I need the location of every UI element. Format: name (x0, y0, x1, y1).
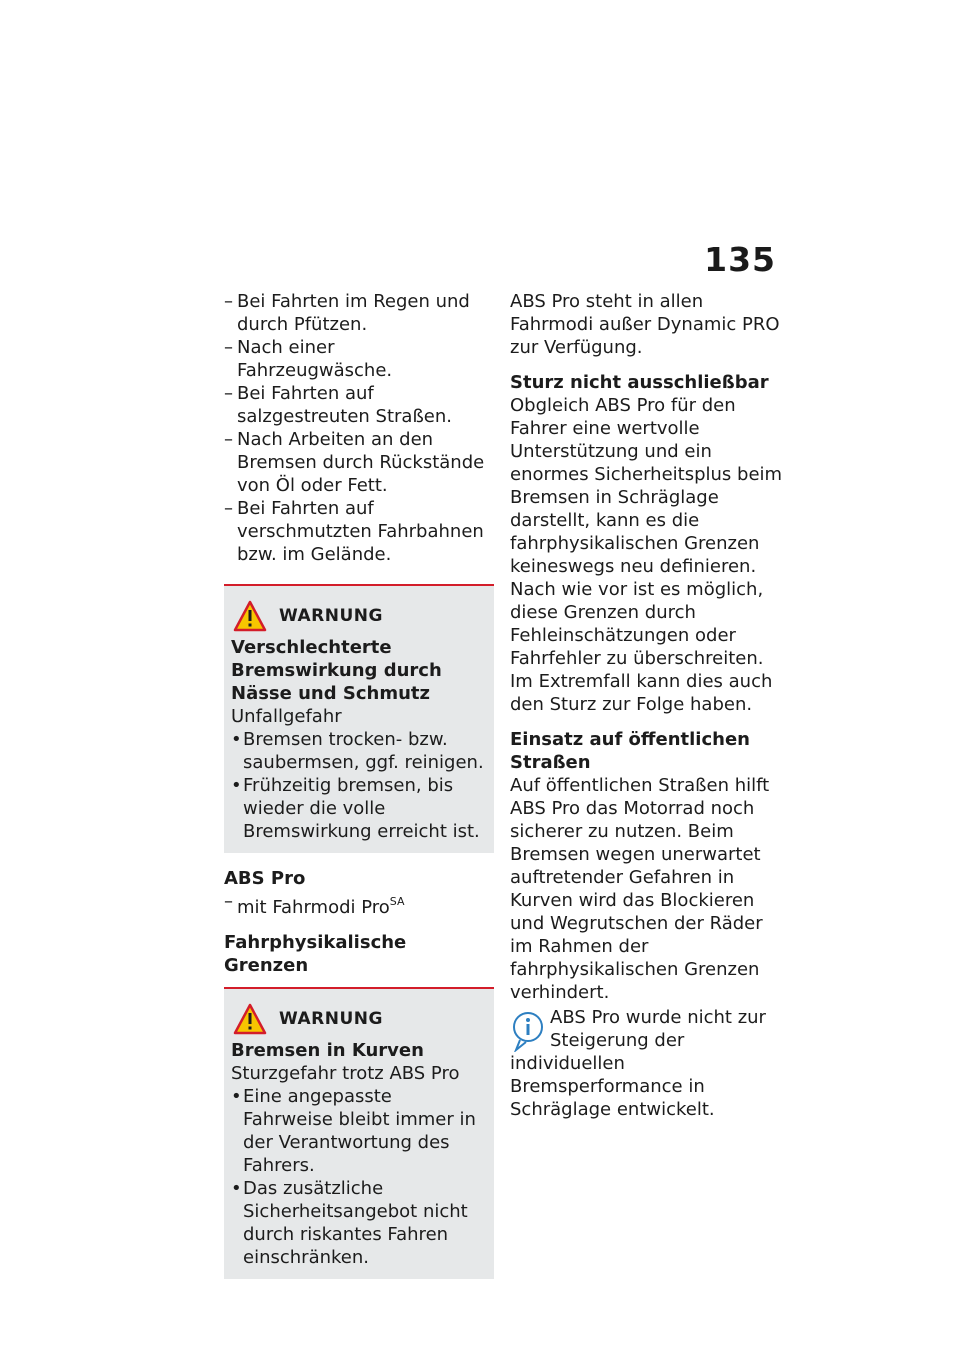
section-text: Auf öffentlichen Straßen hilft ABS Pro das Motorrad noch sicherer zu nutzen. Beim Bremsen wegen unerwartet auftretender Gefahren in Kurven wird das Blockieren und Wegrutschen der Räder im Rahmen der fahrphysikalischen Grenzen verhindert. (510, 775, 770, 1003)
left-column (224, 290, 494, 1279)
right-column (510, 290, 785, 1121)
warning-subtitle: Verschlechterte Bremswirkung durch Nässe und Schmutz (231, 637, 442, 704)
abs-pro-section (224, 867, 494, 919)
list-item: – Bei Fahrten auf verschmutzten Fahrbahnen bzw. im Gelände. (224, 497, 494, 566)
page-number: 135 (704, 240, 776, 279)
superscript-sa: SA (389, 895, 405, 908)
warning-hazard: Unfallgefahr (231, 706, 342, 727)
warning-title: WARNUNG (279, 1008, 383, 1029)
info-note (510, 1006, 785, 1121)
list-item: – Bei Fahrten im Regen und durch Pfützen. (224, 290, 494, 336)
section-heading: Sturz nicht ausschließbar (510, 372, 769, 393)
list-item (224, 890, 494, 919)
warning-header (231, 600, 486, 632)
einsatz-section (510, 728, 785, 1004)
section-heading: ABS Pro (224, 868, 306, 889)
sturz-section (510, 371, 785, 716)
warning-subtitle: Bremsen in Kurven (231, 1040, 424, 1061)
list-item: • Das zusätzliche Sicherheitsangebot nicht durch riskantes Fahren einschränken. (231, 1177, 486, 1269)
intro-paragraph: ABS Pro steht in allen Fahrmodi außer Dynamic PRO zur Verfügung. (510, 291, 780, 358)
list-item: – Bei Fahrten auf salzgestreuten Straßen. (224, 382, 494, 428)
list-item: • Bremsen trocken- bzw. saubermsen, ggf. reinigen. (231, 728, 486, 774)
warning-box-curves (224, 987, 494, 1279)
list-item: • Eine angepasste Fahrweise bleibt immer in der Verantwortung des Fahrers. (231, 1085, 486, 1177)
warning-box-brake-effect (224, 584, 494, 853)
warning-bullets (231, 728, 486, 843)
warning-title: WARNUNG (279, 605, 383, 626)
warning-hazard: Sturzgefahr trotz ABS Pro (231, 1063, 460, 1084)
section-text: Obgleich ABS Pro für den Fahrer eine wertvolle Unterstützung und ein enormes Sicherheitsplus beim Bremsen in Schräglage darstellt, kann es die fahrphysikalischen Grenzen keineswegs neu definieren. Nach wie vor ist es möglich, diese Grenzen durch Fehleinschätzungen oder Fahrfehler zu überschreiten. Im Extremfall kann dies auch den Sturz zur Folge haben. (510, 395, 783, 715)
section-heading: Einsatz auf öffentlichen Straßen (510, 729, 750, 773)
list-item-text: mit Fahrmodi Pro (237, 897, 390, 918)
abs-pro-list (224, 890, 494, 919)
conditions-list (224, 290, 494, 566)
info-icon (510, 1010, 546, 1052)
section-heading: Fahrphysikalische Grenzen (224, 932, 407, 976)
list-item: – Nach Arbeiten an den Bremsen durch Rückstände von Öl oder Fett. (224, 428, 494, 497)
info-text: ABS Pro wurde nicht zur Steigerung der individuellen Bremsperformance in Schräglage entwickelt. (510, 1007, 766, 1120)
warning-triangle-icon (233, 1003, 267, 1035)
warning-triangle-icon (233, 600, 267, 632)
list-item: • Frühzeitig bremsen, bis wieder die volle Bremswirkung erreicht ist. (231, 774, 486, 843)
warning-header (231, 1003, 486, 1035)
warning-bullets (231, 1085, 486, 1269)
list-item: – Nach einer Fahrzeugwäsche. (224, 336, 494, 382)
